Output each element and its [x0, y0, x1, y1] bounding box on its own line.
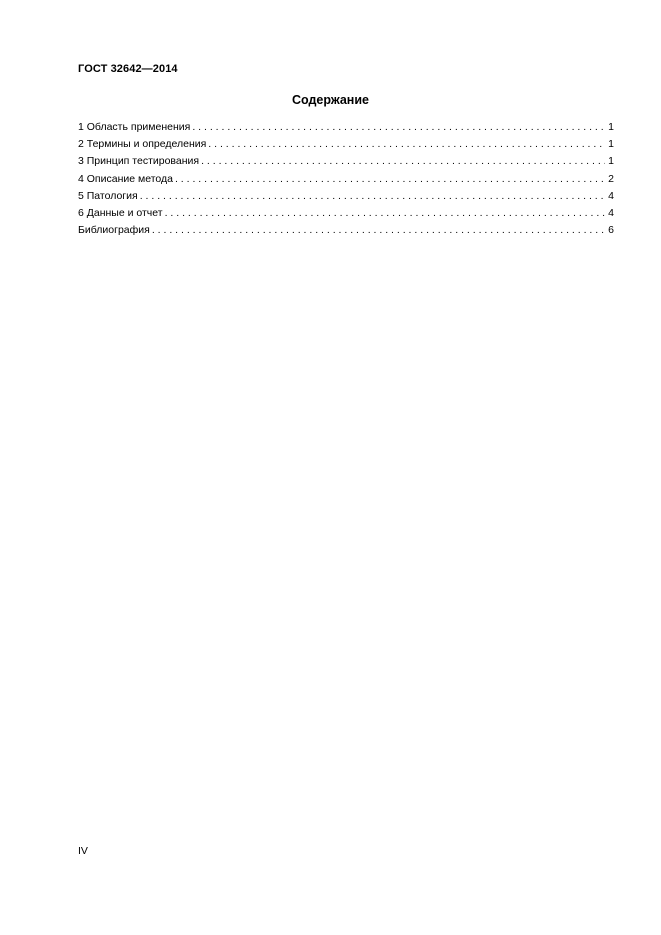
toc-leader-dots	[165, 207, 605, 219]
toc-entry-page: 1	[608, 138, 614, 151]
toc-leader-dots	[201, 155, 605, 167]
toc-entry-scope[interactable]	[78, 121, 614, 138]
toc-entry-page: 4	[608, 206, 614, 219]
toc-leader-dots	[192, 121, 605, 133]
toc-entry-label: 5 Патология	[78, 189, 138, 202]
toc-entry-label: Библиография	[78, 224, 150, 237]
toc-entry-label: 6 Данные и отчет	[78, 206, 163, 219]
toc-entry-label: 3 Принцип тестирования	[78, 155, 200, 168]
toc-entry-page: 6	[608, 224, 614, 237]
document-header: ГОСТ 32642—2014	[78, 63, 178, 75]
toc-entry-label: 1 Область применения	[78, 121, 191, 133]
toc-entry-method[interactable]	[78, 173, 614, 190]
toc-entry-label: 4 Описание метода	[78, 172, 173, 185]
toc-entry-pathology[interactable]	[78, 190, 614, 207]
toc-entry-label: 2 Термины и определения	[78, 138, 207, 151]
toc-entry-terms[interactable]	[78, 138, 614, 155]
toc-entry-bibliography[interactable]	[78, 224, 614, 241]
toc-entry-data-report[interactable]	[78, 207, 614, 224]
page-title: Содержание	[291, 93, 369, 107]
toc-entry-principle[interactable]	[78, 155, 614, 172]
toc-entry-page: 2	[608, 172, 614, 185]
toc-leader-dots	[208, 138, 605, 150]
table-of-contents	[78, 121, 614, 241]
toc-leader-dots	[152, 224, 605, 236]
page-number: IV	[78, 845, 88, 857]
toc-entry-page: 1	[608, 121, 614, 133]
toc-leader-dots	[140, 190, 605, 202]
toc-entry-page: 4	[608, 189, 614, 202]
toc-leader-dots	[175, 173, 605, 185]
toc-entry-page: 1	[608, 155, 614, 168]
